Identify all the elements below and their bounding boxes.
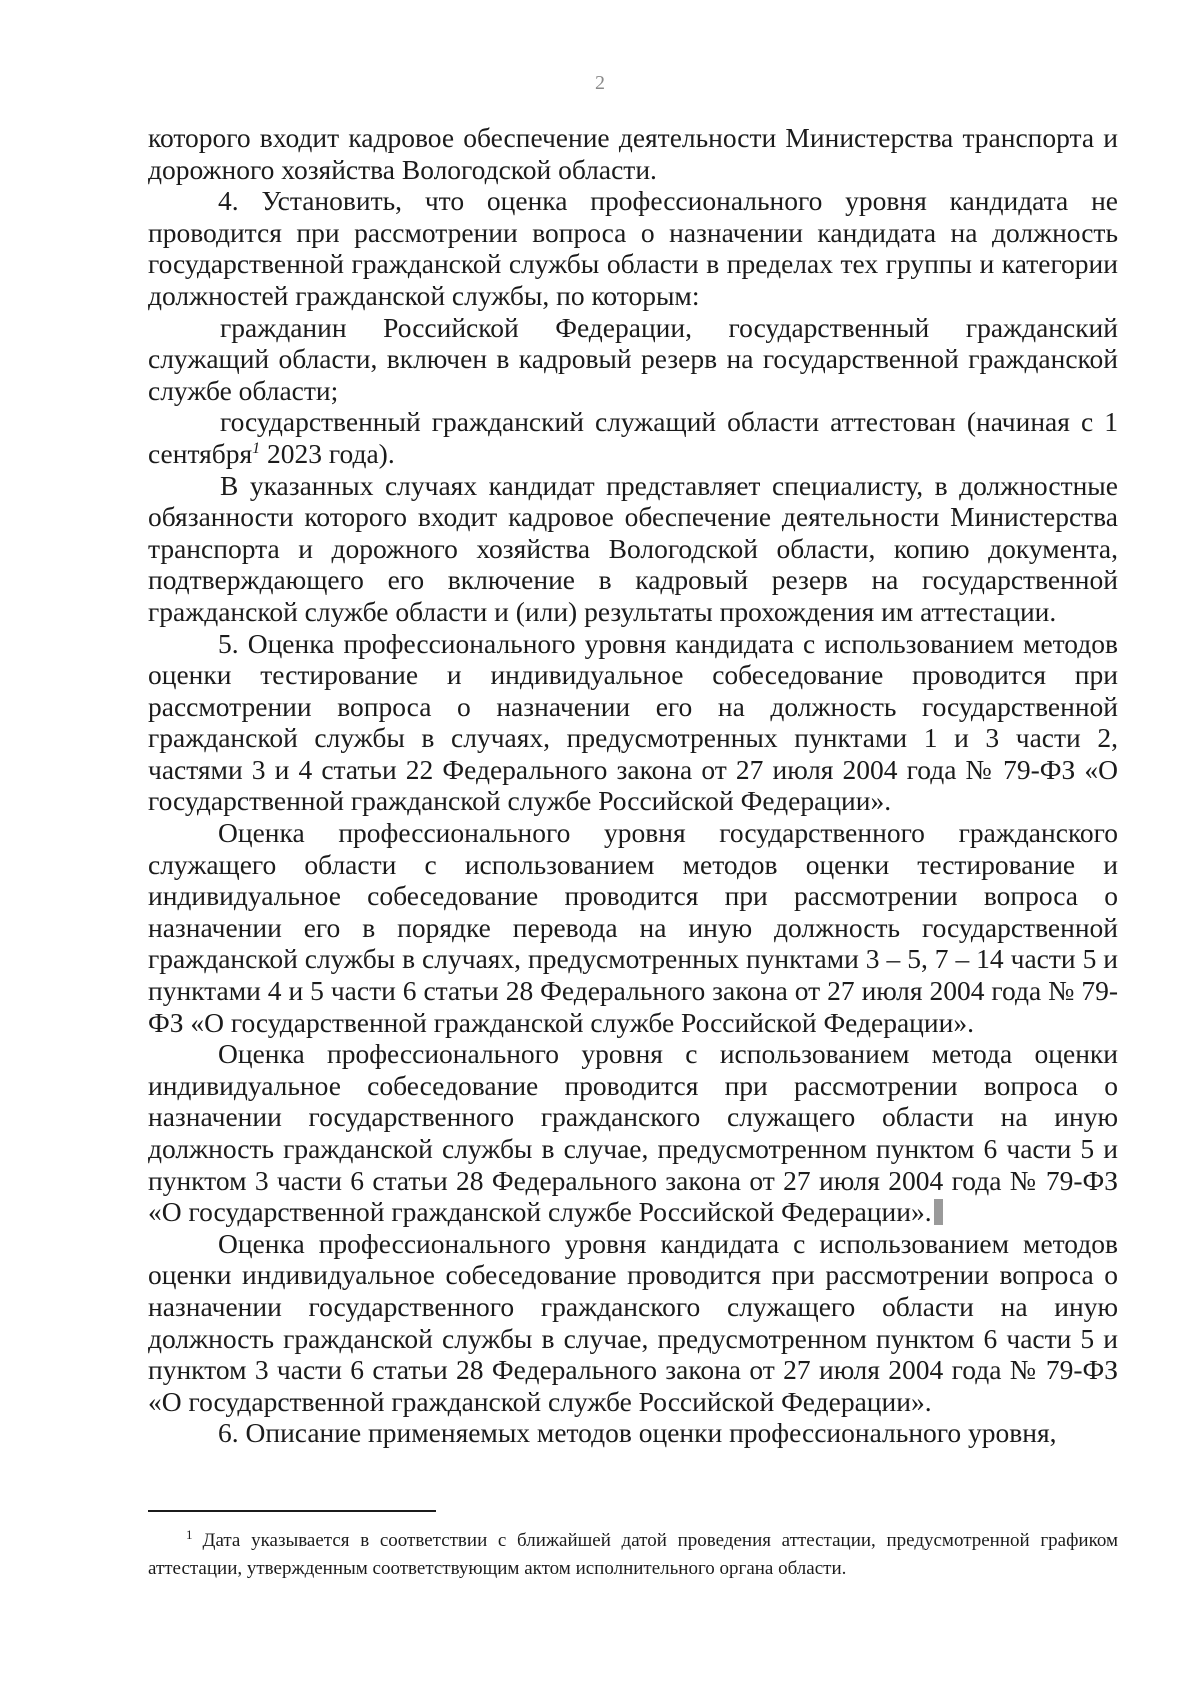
- paragraph-interview-assessment-text: Оценка профессионального уровня с использованием метода оценки индивидуальное собеседование проводится при рассмотрении вопроса о назначении государственного гражданского служащего области на иную должность гражданской службы в случае, предусмотренном пунктом 6 части 5 и пунктом 3 части 6 статьи 28 Федерального закона от 27 июля 2004 года № 79-ФЗ «О государственной гражданской службе Российской Федерации».: [148, 1038, 1118, 1228]
- paragraph-item-6: 6. Описание применяемых методов оценки профессионального уровня,: [218, 1417, 1057, 1449]
- paragraph-attested-text: государственный гражданский служащий области аттестован (начиная с 1 сентября: [148, 406, 1118, 469]
- footnote-number: 1: [186, 1527, 193, 1542]
- document-body: [148, 122, 1118, 1449]
- page-number: 2: [595, 72, 605, 94]
- footnote-reference: 1: [252, 439, 261, 457]
- text-cursor-mark: [934, 1199, 943, 1225]
- paragraph-interview-assessment: [148, 1038, 1118, 1228]
- paragraph-attested: [148, 406, 1118, 469]
- footnote: [148, 1521, 1118, 1583]
- footnote-text: Дата указывается в соответствии с ближайшей датой проведения аттестации, предусмотренной графиком аттестации, утвержденным соответствующим актом исполнительного органа области.: [148, 1530, 1118, 1579]
- paragraph-item-5: 5. Оценка профессионального уровня кандидата с использованием методов оценки тестирование и индивидуальное собеседование проводится при рассмотрении вопроса о назначении его на должность государственной гражданской службы в случаях, предусмотренных пунктами 1 и 3 части 2, частями 3 и 4 статьи 22 Федерального закона от 27 июля 2004 года № 79-ФЗ «О государственной гражданской службе Российской Федерации».: [148, 627, 1118, 817]
- paragraph-citizen-reserve: гражданин Российской Федерации, государственный гражданский служащий области, включен в кадровый резерв на государственной гражданской службе области;: [148, 311, 1118, 406]
- paragraph-specified-cases: В указанных случаях кандидат представляет специалисту, в должностные обязанности которого входит кадровое обеспечение деятельности Министерства транспорта и дорожного хозяйства Вологодской области, копию документа, подтверждающего его включение в кадровый резерв на государственной гражданской службе области и (или) результаты прохождения им аттестации.: [148, 469, 1118, 627]
- footnote-separator: [148, 1510, 436, 1512]
- paragraph-continuation: которого входит кадровое обеспечение деятельности Министерства транспорта и дорожного хозяйства Вологодской области.: [148, 122, 1118, 185]
- paragraph-item-4: 4. Установить, что оценка профессионального уровня кандидата не проводится при рассмотрении вопроса о назначении кандидата на должность государственной гражданской службы области в пределах тех группы и категории должностей гражданской службы, по которым:: [148, 185, 1118, 311]
- paragraph-candidate-interview: Оценка профессионального уровня кандидата с использованием методов оценки индивидуальное собеседование проводится при рассмотрении вопроса о назначении государственного гражданского служащего области на иную должность гражданской службы в случае, предусмотренном пунктом 6 части 5 и пунктом 3 части 6 статьи 28 Федерального закона от 27 июля 2004 года № 79-ФЗ «О государственной гражданской службе Российской Федерации».: [148, 1227, 1118, 1417]
- paragraph-transfer-assessment: Оценка профессионального уровня государственного гражданского служащего области с использованием методов оценки тестирование и индивидуальное собеседование проводится при рассмотрении вопроса о назначении его в порядке перевода на иную должность государственной гражданской службы в случаях, предусмотренных пунктами 3 – 5, 7 – 14 части 5 и пунктами 4 и 5 части 6 статьи 28 Федерального закона от 27 июля 2004 года № 79-ФЗ «О государственной гражданской службе Российской Федерации».: [148, 817, 1118, 1038]
- paragraph-attested-tail: 2023 года).: [260, 437, 395, 469]
